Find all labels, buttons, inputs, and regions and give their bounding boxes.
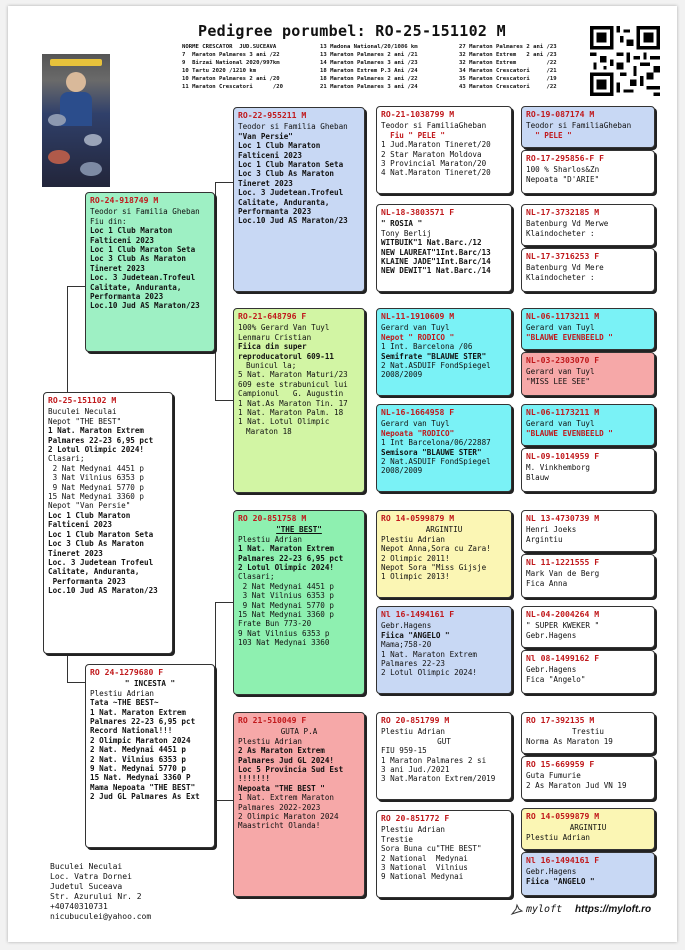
- card-dam-dam[interactable]: RO 21-510049 F GUTA P.A Plestiu Adrian 2 As Maraton Extrem Palmares Jud GL 2024! Loc 5 Provincia Sud Est !!!!!!! Nepoata "THE BEST " 1 Nat. Extrem Maraton Palmares 2022-2023 2 Olimpic Maraton 2024 Maastricht Olanda!: [233, 712, 365, 897]
- card-dds[interactable]: RO 20-851799 M Plestiu Adrian GUT FIU 959-15 1 Maraton Palmares 2 si 3 ani Jud./2021 3 Nat.Maraton Extrem/2019: [376, 712, 512, 800]
- card-dam-sire[interactable]: RO 20-851758 M "THE BEST" Plestiu Adrian 1 Nat. Maraton Extrem Palmares 22-23 6,95 pct 2 Lotul Olimpic 2024! Clasari; 2 Nat Medynai 4451 p 3 Nat Vilnius 6353 p 9 Nat Medynai 5770 p 15 Nat Medynai 3360 p Frate Bun 773-20 9 Nat Vilnius 6353 p 103 Nat Medynai 3360: [233, 510, 365, 695]
- card-sdd[interactable]: NL-16-1664958 F Gerard van Tuyl Nepoata "RODICO" 1 Int Barcelona/06/22887 Semisora "BLAUWE STER" 2 Nat.ASDUIF FondSpiegel 2008/2009: [376, 404, 512, 492]
- card-dam[interactable]: RO 24-1279680 F " INCESTA " Plestiu Adrian Tata ~THE BEST~ 1 Nat. Maraton Extrem Palmares 22-23 6,95 pct Record National!!! 2 Olimpic Maraton 2024 2 Nat. Medynai 4451 p 2 Nat. Vilnius 6353 p 9 Nat. Medynai 5770 p 15 Nat. Medynai 3360 P Mama Nepoata "THE BEST" 2 Jud GL Palmares As Ext: [85, 664, 215, 848]
- card-gen5-10[interactable]: NL 11-1221555 F Mark Van de Berg Fica Anna: [521, 554, 655, 598]
- pigeon-photo: [42, 54, 110, 187]
- card-gen5-15[interactable]: RO 14-0599879 M ARGINTIU Plestiu Adrian: [521, 808, 655, 850]
- card-gen5-11[interactable]: NL-04-2004264 M " SUPER KWEKER " Gebr.Hagens: [521, 606, 655, 648]
- connector-line: [215, 602, 216, 800]
- card-dsd[interactable]: Nl 16-1494161 F Gebr.Hagens Fiica "ANGELO " Mama;758-20 1 Nat. Maraton Extrem Palmares 22-23 2 Lotul Olimpic 2024!: [376, 606, 512, 694]
- brand-logo: myloft: [526, 904, 563, 915]
- page-title: Pedigree porumbel: RO-25-151102 M: [198, 22, 506, 40]
- card-gen5-14[interactable]: RO 15-669959 F Guta Fumurie 2 As Maraton Jud VN 19: [521, 756, 655, 800]
- owner-contact: Buculei Neculai Loc. Vatra Dornei Judetul Suceava Str. Azurului Nr. 2 +40740310731 nicubuculei@yahoo.com: [50, 862, 152, 921]
- breeder-norms-col1: NORME CRESCATOR JUD.SUCEAVA 7 Maraton Palmares 3 ani /22 9 Birzai National 2020/997km 10 Tartu 2020 /1210 km 10 Maraton Palmares 2 ani /20 11 Maraton Crescatori /20: [182, 44, 284, 90]
- card-ssd[interactable]: NL-18-3803571 F " ROSIA " Tony Berlij WITBUIK"1 Nat.Barc./12 NEW LAUREAT"1Int.Barc/13 KLAINE JADE"1Int.Barc/14 NEW DEWIT"1 Nat.Barc./14: [376, 204, 512, 292]
- card-gen5-9[interactable]: NL 13-4730739 M Henri Joeks Argintiu: [521, 510, 655, 552]
- card-gen5-16[interactable]: Nl 16-1494161 F Gebr.Hagens Fiica "ANGELO ": [521, 852, 655, 896]
- card-sds[interactable]: NL-11-1910609 M Gerard van Tuyl Nepot " RODICO " 1 Int. Barcelona /06 Semifrate "BLAUWE STER" 2 Nat.ASDUIF FondSpiegel 2008/2009: [376, 308, 512, 396]
- card-gen5-2[interactable]: RO-17-295856-F F 100 % Sharlos&Zn Nepoata "D'ARIE": [521, 150, 655, 194]
- connector-line: [215, 182, 216, 400]
- connector-line: [67, 682, 85, 683]
- card-self[interactable]: RO-25-151102 M Buculei Neculai Nepot "THE BEST" 1 Nat. Maraton Extrem Palmares 22-23 6,95 pct 2 Lotul Olimpic 2024! Clasari; 2 Nat Medynai 4451 p 3 Nat Vilnius 6353 p 9 Nat Medynai 5770 p 15 Nat Medynai 3360 p Nepot "Van Persie" Loc 1 Club Maraton Falticeni 2023 Loc 1 Club Maraton Seta Loc 3 Club As Maraton Tineret 2023 Loc. 3 Judetean Trofeul Calitate, Anduranta, Performanta 2023 Loc.10 Jud AS Maraton/23: [43, 392, 173, 654]
- card-gen5-13[interactable]: RO 17-392135 M Trestiu Norma As Maraton 19: [521, 712, 655, 754]
- connector-line: [67, 286, 85, 287]
- breeder-norms-col2: 13 Madona National/20/1086 km 13 Maraton Palmares 2 ani /21 14 Maraton Palmares 3 ani /23 18 Maraton Extrem P.3 Ani /24 18 Maraton Palmares 2 ani /22 21 Maraton Palmares 3 ani /24: [320, 44, 418, 90]
- card-sire-sire[interactable]: RO-22-955211 M Teodor si Familia Gheban "Van Persie" Loc 1 Club Maraton Falticeni 2023 Loc 1 Club Maraton Seta Loc 3 Club As Maraton Tineret 2023 Loc. 3 Judetean.Trofeul Calitate, Anduranta, Performanta 2023 Loc.10 Jud AS Maraton/23: [233, 107, 365, 292]
- connector-line: [215, 602, 233, 603]
- site-url-link[interactable]: https://myloft.ro: [575, 904, 652, 915]
- card-gen5-6[interactable]: NL-03-2303070 F Gerard van Tuyl "MISS LEE SEE": [521, 352, 655, 396]
- connector-line: [215, 400, 233, 401]
- connector-line: [215, 800, 233, 801]
- card-dss[interactable]: RO 14-0599879 M ARGINTIU Plestiu Adrian Nepot Anna,Sora cu Zara! 2 Olimpic 2011! Nepot Sora "Miss Gijsje 1 Olimpic 2013!: [376, 510, 512, 598]
- card-ddd[interactable]: RO 20-851772 F Plestiu Adrian Trestie Sora Buna cu"THE BEST" 2 National Medynai 3 National Vilnius 9 National Medynai: [376, 810, 512, 898]
- card-gen5-12[interactable]: Nl 08-1499162 F Gebr.Hagens Fica "Angelo": [521, 650, 655, 694]
- pigeon-logo-icon: [510, 903, 524, 917]
- card-gen5-7[interactable]: NL-06-1173211 M Gerard van Tuyl "BLAUWE EVENBEELD ": [521, 404, 655, 446]
- card-gen5-4[interactable]: NL-17-3716253 F Batenburg Vd Mere Klaindocheter :: [521, 248, 655, 292]
- card-gen5-1[interactable]: RO-19-087174 M Teodor si FamiliaGheban " PELE ": [521, 106, 655, 148]
- card-gen5-8[interactable]: NL-09-1014959 F M. Vinkhemborg Blauw: [521, 448, 655, 492]
- card-sire[interactable]: RO-24-918749 M Teodor si Familia Gheban Fiu din: Loc 1 Club Maraton Falticeni 2023 Loc 1 Club Maraton Seta Loc 3 Club As Maraton Tineret 2023 Loc. 3 Judetean.Trofeul Calitate, Anduranta, Performanta 2023 Loc.10 Jud AS Maraton/23: [85, 192, 215, 352]
- card-sss[interactable]: RO-21-1038799 M Teodor si FamiliaGheban Fiu " PELE " 1 Jud.Maraton Tineret/20 2 Star Maraton Moldova 3 Provincial Maraton/20 4 Nat.Maraton Tineret/20: [376, 106, 512, 194]
- card-gen5-5[interactable]: NL-06-1173211 M Gerard van Tuyl "BLAUWE EVENBEELD ": [521, 308, 655, 350]
- connector-line: [215, 182, 233, 183]
- card-sire-dam[interactable]: RO-21-648796 F 100% Gerard Van Tuyl Lenmaru Cristian Fiica din super reproducatorul 609-11 Bunicul la; 5 Nat. Maraton Maturi/23 609 este strabunicul lui Campionul G. Augustin 1 Nat.As Maraton Tin. 17 1 Nat. Maraton Palm. 18 1 Nat. Lotul Olimpic Maraton 18: [233, 308, 365, 493]
- qr-code-icon[interactable]: [590, 26, 660, 96]
- card-gen5-3[interactable]: NL-17-3732185 M Batenburg Vd Merwe Klaindocheter :: [521, 204, 655, 246]
- breeder-norms-col3: 27 Maraton Palmares 2 ani /23 32 Maraton Extrem 2 ani /23 32 Maraton Extrem /22 34 Maraton Crescatori /21 35 Maraton Crescatori /19 43 Maraton Crescatori /22: [459, 44, 557, 90]
